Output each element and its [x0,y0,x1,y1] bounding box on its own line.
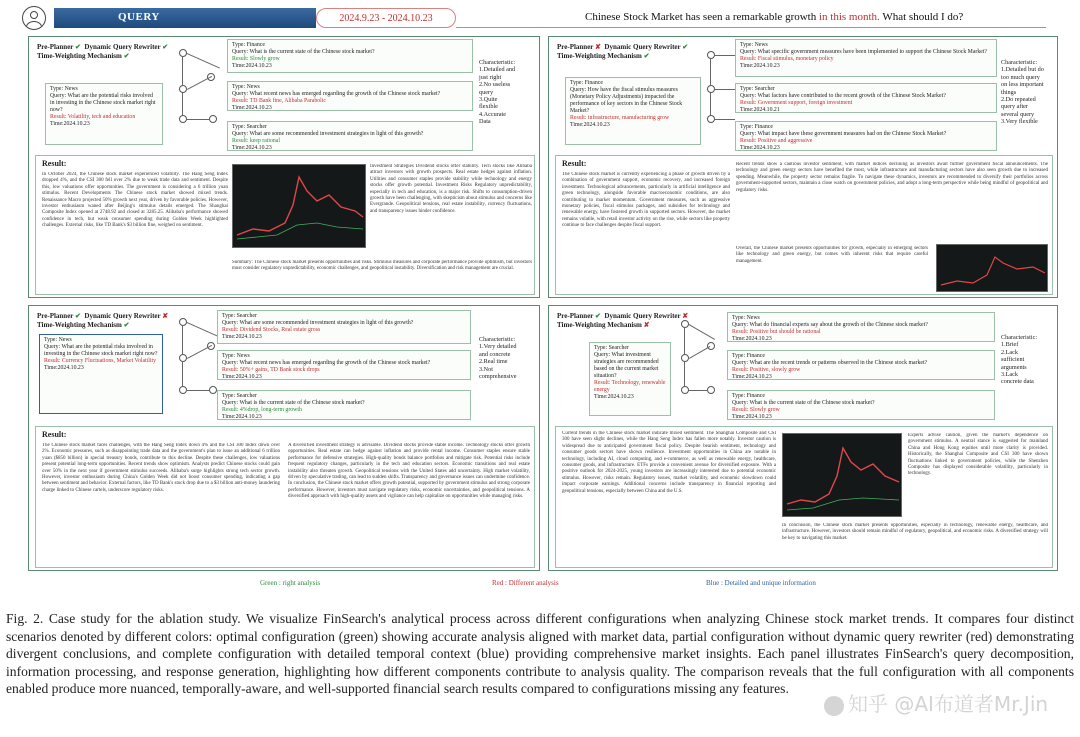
user-avatar-icon [22,6,46,30]
tree-edge [182,362,183,386]
result-text-left: Current trends in the Chinese stock market indicate mixed sentiment. The Shanghai Composite and CSI 300 have seen slight declines, while the Hang Seng Index has fallen more notably. Investor caution is widespread due to anticipated government fiscal policy. Despite bearish sentiment, technology and consumer goods sectors have shown resilience. Investment opportunities in China are notable in technology, including AI, cloud computing, and e-commerce, as well as renewable energy, healthcare, consumer goods, and infrastructure. ETFs provide a convenient avenue for diversified exposure. With a positive outlook for 2024-2025, young investors are increasingly interested due to potential economic stimulus. However, risks remain. Regulatory issues, market volatility, and economic slowdown could impact corporate earnings. Additional concerns include transparency in financial reporting and geopolitical tensions, especially between China and the U.S. [562,431,776,494]
date-range: 2024.9.23 - 2024.10.23 [316,8,456,28]
legend-blue: Blue : Detailed and unique information [706,579,816,587]
result-text-left: The Chinese stock market is currently experiencing a phase of growth driven by a combination of government support, economic recovery, and increased foreign investment. Technological advancements, particularly in artificial intelligence and green technology, alongside favorable macroeconomic conditions, are also contributing to market momentum. Government measures, such as aggressive monetary policies, fiscal stimulus packages, and subsidies for technology and renewable energy, have fostered growth in supported sectors. However, the market remains volatile, with retail investor activity on the rise, while sectors like property continue to face challenges despite fiscal support. [562,172,730,229]
subquery-card: Type: Searcher Query: What factors have contributed to the recent growth of the Chinese Stock Market? Result: Government support, foreign investment Time:2024.10.21 [735,83,997,113]
subquery-card: Type: Searcher Query: What is the current state of the Chinese stock market? Result: 4%drop, long-term growth Time:2024.10.23 [217,390,471,420]
subquery-card: Type: Finance Query: What impact have these government measures had on the Chinese Stock Market? Result: Positive and aggressive Time:2024.10.23 [735,121,997,151]
result-box [35,155,535,295]
tree-node [179,85,187,93]
result-box [35,426,535,568]
tree-edge [689,390,707,391]
panel-no-preplanner [548,36,1058,298]
tree-node [707,115,715,123]
subquery-card: Type: News Query: What recent news has emerged regarding the growth of the Chinese stock market? Result: 50%+ gains, TD Bank stock drops Time:2024.10.23 [217,350,471,380]
tree-node [209,386,217,394]
result-title: Result: [42,159,67,168]
query-question: Chinese Stock Market has seen a remarkable growth in this month. What should I do? [585,11,964,23]
characteristic: Characteristic: 1.Detailed but do too much query on less important things 2.Do repeated query after several query 3.Very flexible [1001,59,1044,126]
market-chart-thumbnail [782,433,902,517]
tree-edge [710,59,711,85]
result-title: Result: [42,430,67,439]
tree-node [707,85,715,93]
result-text-bottom: Overall, the Chinese market presents opportunities for growth, especially in emerging sectors like technology and green energy, but comes with inherent risks that require careful management. [736,246,928,264]
tree-edge [182,93,183,115]
subquery-card: Type: News Query: What recent news has emerged regarding the growth of the Chinese stock market? Result: TD Bank fine, Alibaba Parabolic Time:2024.10.23 [227,81,473,111]
tree-edge [684,328,685,354]
result-box [555,426,1053,568]
characteristic: Characteristic: 1.Brief 2.Lack sufficient arguments 3.Lack concrete data [1001,334,1038,386]
subquery-card: Type: Finance Query: What is the current state of the Chinese stock market? Result: Slowly grow Time:2024.10.23 [227,39,473,73]
tree-node [681,386,689,394]
panel-title: Pre-Planner ✔ Dynamic Query Rewriter ✘ Time-Weighting Mechanism ✘ [557,312,689,329]
tree-node [179,115,187,123]
watermark: 知乎 @AI布道者Mr.Jin [820,688,1048,717]
subquery-card: Type: Searcher Query: What investment strategies are recommended based on the current market situation? Result: Technology, renewable energy Time:2024.10.23 [589,342,671,416]
tree-edge [187,390,209,391]
subquery-card: Type: Finance Query: What is the current state of the Chinese stock market? Result: Slowly grow Time:2024.10.23 [727,390,995,420]
panel-full-config [28,36,540,298]
tree-edge [710,93,711,115]
tree-edge [187,76,212,90]
tree-edge [715,89,735,90]
tree-edge [182,326,183,354]
tree-edge [187,53,220,69]
subquery-card: Type: News Query: What specific government measures have been implemented to support the Chinese Stock Market? Result: Fiscal stimulus, monetary policy Time:2024.10.23 [735,39,997,77]
result-text-right: A diversified investment strategy is advisable. Dividend stocks provide stable income. Technology stocks offer growth opportunities. Real estate can hedge against inflation and provide rental income. Consumer staples ensure stable performance for defensive strategies. High-quality bonds balance portfolios and mitigate risk. Potential risks include frequent regulatory changes, particularly in the tech and education sectors. Economic transitions and real estate instability also threaten growth. Geopolitical tensions with the United States add uncertainty. High market volatility, driven by speculative trading, can lead to sudden shifts. Transparency and governance issues can undermine confidence. In conclusion, the Chinese stock market offers growth potential, supported by government stimulus and strong corporate performance. However, investors must navigate regulatory risks, economic uncertainties, and geopolitical tensions. A diversified approach with high-quality assets and vigilance can help capitalize on opportunities while managing risks. [288,443,530,500]
tree-node [209,115,217,123]
result-text-right: Experts advise caution, given the market's dependence on government stimulus. A neutral stance is suggested for mainland China and Hong Kong equities until more clarity is provided. Historically, the Shanghai Composite and CSI 300 have shown fluctuations linked to government policies, while the Shenzhen Composite has displayed considerable volatility, particularly in technology. [908,433,1048,477]
result-text-left: The Chinese stock market faces challenges, with the Hang Seng Index down 4% and the CSI 300 Index down over 2%. Economic pressures, such as disappointing trade data and the government's plan to issue an additional 6 trillion yuan ($850 billion) in special treasury bonds, contribute to this decline. Despite these challenges, low valuations present potential long-term opportunities. Recent trends show optimism. Analysts predict Chinese stocks could gain over 50% in the next year if government stimulus succeeds. Alibaba's surge highlights strong tech sector growth. However, investor enthusiasm during China's Golden Week did not boost consumer spending, indicating a gap between sentiment and behavior. External factors, like TD Bank's stock drop due to a $3 billion anti-money laundering charge linked to Chinese cartels, underscore regulatory risks. [42,443,280,493]
panel-title: Pre-Planner ✔ Dynamic Query Rewriter ✔ Time-Weighting Mechanism ✔ [37,43,169,60]
market-chart-thumbnail [232,164,366,248]
result-text-right: Recent trends show a cautious investor sentiment, with market indices declining as investors await further government fiscal announcements. The technology and green energy sectors have benefited the most, while infrastructure and manufacturing sectors have also seen growth due to increased spending. Meanwhile, the property sector remains fragile. To navigate these dynamics, investors are recommended to diversify their portfolios across government-supported sectors, maintain a close watch on government policies, and adopt a long-term perspective while being mindful of geopolitical and regulatory risks. [736,162,1048,193]
watermark-logo-icon [824,696,844,716]
tree-edge [182,57,183,85]
tree-edge [187,322,220,338]
subquery-card: Type: Finance Query: How have the fiscal stimulus measures (Monetary Policy Adjustments) impacted the performance of key sectors in the Chinese Stock Market? Result: infrastructure, manufacturing grow Time:2024.10.23 [565,77,701,145]
query-label: QUERY [54,8,316,28]
query-header [20,6,1060,32]
result-box [555,155,1053,295]
tree-node [179,386,187,394]
tree-edge [715,55,735,56]
characteristic: Characteristic: 1.Detailed and just right 2.No useless query 3.Quite flexible 4.Accurate Data [479,59,516,126]
characteristic: Characteristic: 1.Very detailed and concrete 2.Real time 3.Not comprehensive [479,336,517,381]
tree-node [681,354,689,362]
subquery-card: Type: Searcher Query: What are some recommended investment strategies in light of this growth? Result: Dividend Stocks, Real estate gross Time:2024.10.23 [217,310,471,344]
result-text-bottom: In conclusion, the Chinese stock market presents opportunities, especially in technology, renewable energy, healthcare, and infrastructure. However, investors should remain mindful of regulatory, geopolitical, and economic risks. A diversified strategy will be key to navigating this market. [782,523,1048,541]
legend-red: Red : Different analysis [492,579,559,587]
tree-edge [684,362,685,386]
tree-edge [187,345,212,359]
tree-node [179,354,187,362]
subquery-card: Type: News Query: What do financial experts say about the growth of the Chinese stock market? Result: Positive but should be rational Time:2024.10.23 [727,312,995,342]
tree-edge [689,324,715,340]
result-text-bottom: Summary: The Chinese stock market presents opportunities and risks. Stimulus measures and corporate performance provide optimism, but investors must consider regulatory unpredictability, economic challenges, and geopolitical instability. Diversification and risk management are crucial. [232,260,532,272]
panel-title: Pre-Planner ✘ Dynamic Query Rewriter ✔ Time-Weighting Mechanism ✔ [557,43,689,60]
result-text-right: Investment Strategies Dividend stocks offer stability. Tech stocks like Alibaba attract investors with growth prospects. Real estate hedges against inflation. Utilities and consumer staples provide stability while technology and energy stocks offer growth potential. Investment Risks Regulatory unpredictability, especially in tech and education, is a major risk. Shifts to consumption-driven growth have been challenging, with skepticism about stimulus and concerns like Evergrande. Geopolitical tensions, real estate instability, currency fluctuations, and transparency issues hinder confidence. [370,164,532,214]
subquery-card: Type: Finance Query: What are the recent trends or patterns observed in the Chinese stock market? Result: Positive, slowly grow Time:2024.10.23 [727,350,995,380]
tree-edge [187,119,209,120]
tree-edge [689,346,710,359]
legend-green: Green : right analysis [260,579,321,587]
market-chart-thumbnail [936,244,1048,292]
result-title: Result: [562,159,587,168]
panel-no-time-weighting [28,305,540,571]
panel-no-query-rewriter [548,305,1058,571]
tree-node [707,51,715,59]
query-underline [456,27,1046,28]
tree-edge [715,119,735,120]
result-text-left: In October 2024, the Chinese stock market experienced volatility. The Hang Seng Index dropped 4%, and the CSI 300 fell over 2% due to weak trade data and sentiment. Despite this, low valuations offer opportunities. The government is considering a 6 trillion yuan stimulus. Recent Developments The Chinese stock market showed mixed trends. Renaissance Macro projected 50% growth next year, driven by favorable policies. However, investor enthusiasm waned after Beijing's stimulus details emerged. The Shanghai Composite Index opened at 2748.92 and closed at 3285.25. Alibaba's performance showed confidence in tech, but weak consumer spending during Golden Week highlighted challenges. External risks, like TD Bank's $3 billion fine, weighed on sentiment. [42,172,228,229]
subquery-card: Type: News Query: What are the potential risks involved in investing in the Chinese stock market right now? Result: Currency Fluctuations, Market Volatility Time:2024.10.23 [39,334,163,414]
tree-node [707,386,715,394]
subquery-card: Type: Searcher Query: What are some recommended investment strategies in light of this growth? Result: keep rational Time:2024.10.23 [227,121,473,151]
subquery-card: Type: News Query: What are the potential risks involved in investing in the Chinese stock market right now? Result: Volatility, tech and education Time:2024.10.23 [45,83,163,145]
figure-caption: Fig. 2. Case study for the ablation study. We visualize FinSearch's analytical process across different configurations when analyzing Chinese stock market trends. It compares four distinct scenarios denoted by different colors: optimal configuration (green) showing accurate analysis aligned with market data, partial configuration without dynamic query rewriter (red) demonstrating divergent conclusions, and complete configuration with detailed temporal context (blue) providing comprehensive market insights. Each panel illustrates FinSearch's query decomposition, information processing, and response generation, highlighting how different components contribute to analysis quality. The comparison reveals that the full configuration with all components enabled produce more nuanced, temporally-aware, and well-supported financial search results compared to configurations missing any features. [6,611,1074,697]
panel-title: Pre-Planner ✔ Dynamic Query Rewriter ✘ Time-Weighting Mechanism ✔ [37,312,169,329]
